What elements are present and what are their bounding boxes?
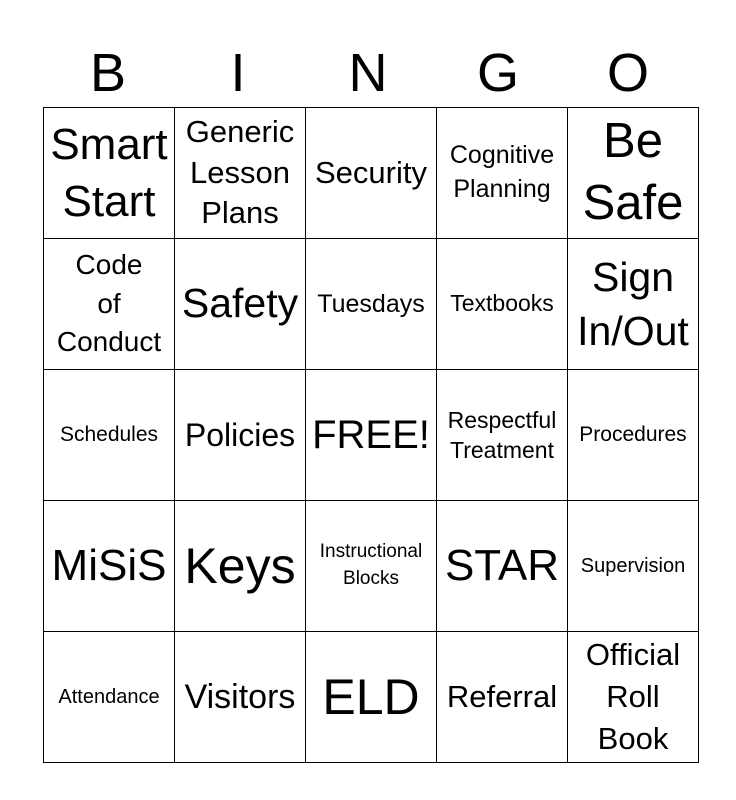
- bingo-cell[interactable]: [175, 108, 306, 239]
- bingo-cell-label: Keys: [184, 538, 296, 594]
- bingo-cell[interactable]: [175, 632, 306, 763]
- bingo-cell[interactable]: [437, 108, 568, 239]
- header-letter-b: B: [89, 43, 127, 103]
- bingo-cell[interactable]: [437, 632, 568, 763]
- bingo-cell-label: Smart Start: [50, 119, 168, 226]
- board-row: [44, 239, 699, 370]
- bingo-cell[interactable]: [44, 501, 175, 632]
- bingo-cell-label: Attendance: [58, 686, 160, 708]
- bingo-board: [43, 107, 699, 763]
- bingo-cell-label: Procedures: [579, 423, 687, 447]
- bingo-cell[interactable]: [44, 239, 175, 370]
- header-letter-o: O: [606, 43, 649, 103]
- header-letter-i: I: [230, 43, 246, 103]
- bingo-cell-label: Schedules: [59, 423, 159, 447]
- bingo-cell[interactable]: [306, 370, 437, 501]
- header-letter-g: G: [476, 43, 519, 103]
- bingo-cell[interactable]: [437, 239, 568, 370]
- bingo-cell[interactable]: [306, 239, 437, 370]
- bingo-cell-label: Safety: [181, 280, 299, 327]
- bingo-cell[interactable]: [437, 501, 568, 632]
- board-row: [44, 108, 699, 239]
- bingo-cell[interactable]: [306, 501, 437, 632]
- bingo-cell[interactable]: [306, 108, 437, 239]
- bingo-cell[interactable]: [44, 370, 175, 501]
- bingo-cell-label: Instructional Blocks: [319, 541, 423, 589]
- bingo-cell-label: Respectful Treatment: [447, 406, 557, 463]
- bingo-cell-label: MiSiS: [51, 540, 167, 590]
- bingo-cell-label: STAR: [444, 540, 560, 590]
- bingo-cell[interactable]: [175, 501, 306, 632]
- bingo-cell-label: Policies: [184, 416, 296, 453]
- header-letter-n: N: [348, 43, 388, 103]
- bingo-cell[interactable]: [175, 239, 306, 370]
- bingo-cell[interactable]: [44, 108, 175, 239]
- bingo-cell-label: Visitors: [184, 677, 296, 716]
- bingo-cell[interactable]: [175, 370, 306, 501]
- bingo-cell[interactable]: [437, 370, 568, 501]
- board-row: [44, 501, 699, 632]
- bingo-cell-label: Official Roll Book: [585, 637, 681, 756]
- bingo-cell-label: Tuesdays: [317, 290, 425, 318]
- bingo-cell[interactable]: [568, 501, 699, 632]
- bingo-cell[interactable]: [568, 370, 699, 501]
- bingo-cell-label: Code of Conduct: [56, 249, 162, 358]
- bingo-cell[interactable]: [568, 632, 699, 763]
- bingo-cell-label: ELD: [322, 669, 420, 725]
- bingo-cell-label: Be Safe: [582, 114, 684, 230]
- bingo-header: [43, 40, 693, 106]
- board-row: [44, 370, 699, 501]
- bingo-cell-label: Cognitive Planning: [449, 141, 555, 203]
- bingo-cell-label: Referral: [446, 679, 558, 715]
- bingo-cell-label: Generic Lesson Plans: [185, 113, 295, 231]
- bingo-cell[interactable]: [44, 632, 175, 763]
- bingo-cell-label: Sign In/Out: [577, 253, 689, 354]
- bingo-cell-label: Security: [315, 155, 427, 191]
- bingo-cell-label: FREE!: [312, 413, 430, 457]
- bingo-cell-label: Supervision: [580, 555, 686, 577]
- bingo-cell-label: Textbooks: [450, 290, 554, 317]
- bingo-cell[interactable]: [568, 108, 699, 239]
- board-row: [44, 632, 699, 763]
- bingo-cell[interactable]: [568, 239, 699, 370]
- bingo-cell[interactable]: [306, 632, 437, 763]
